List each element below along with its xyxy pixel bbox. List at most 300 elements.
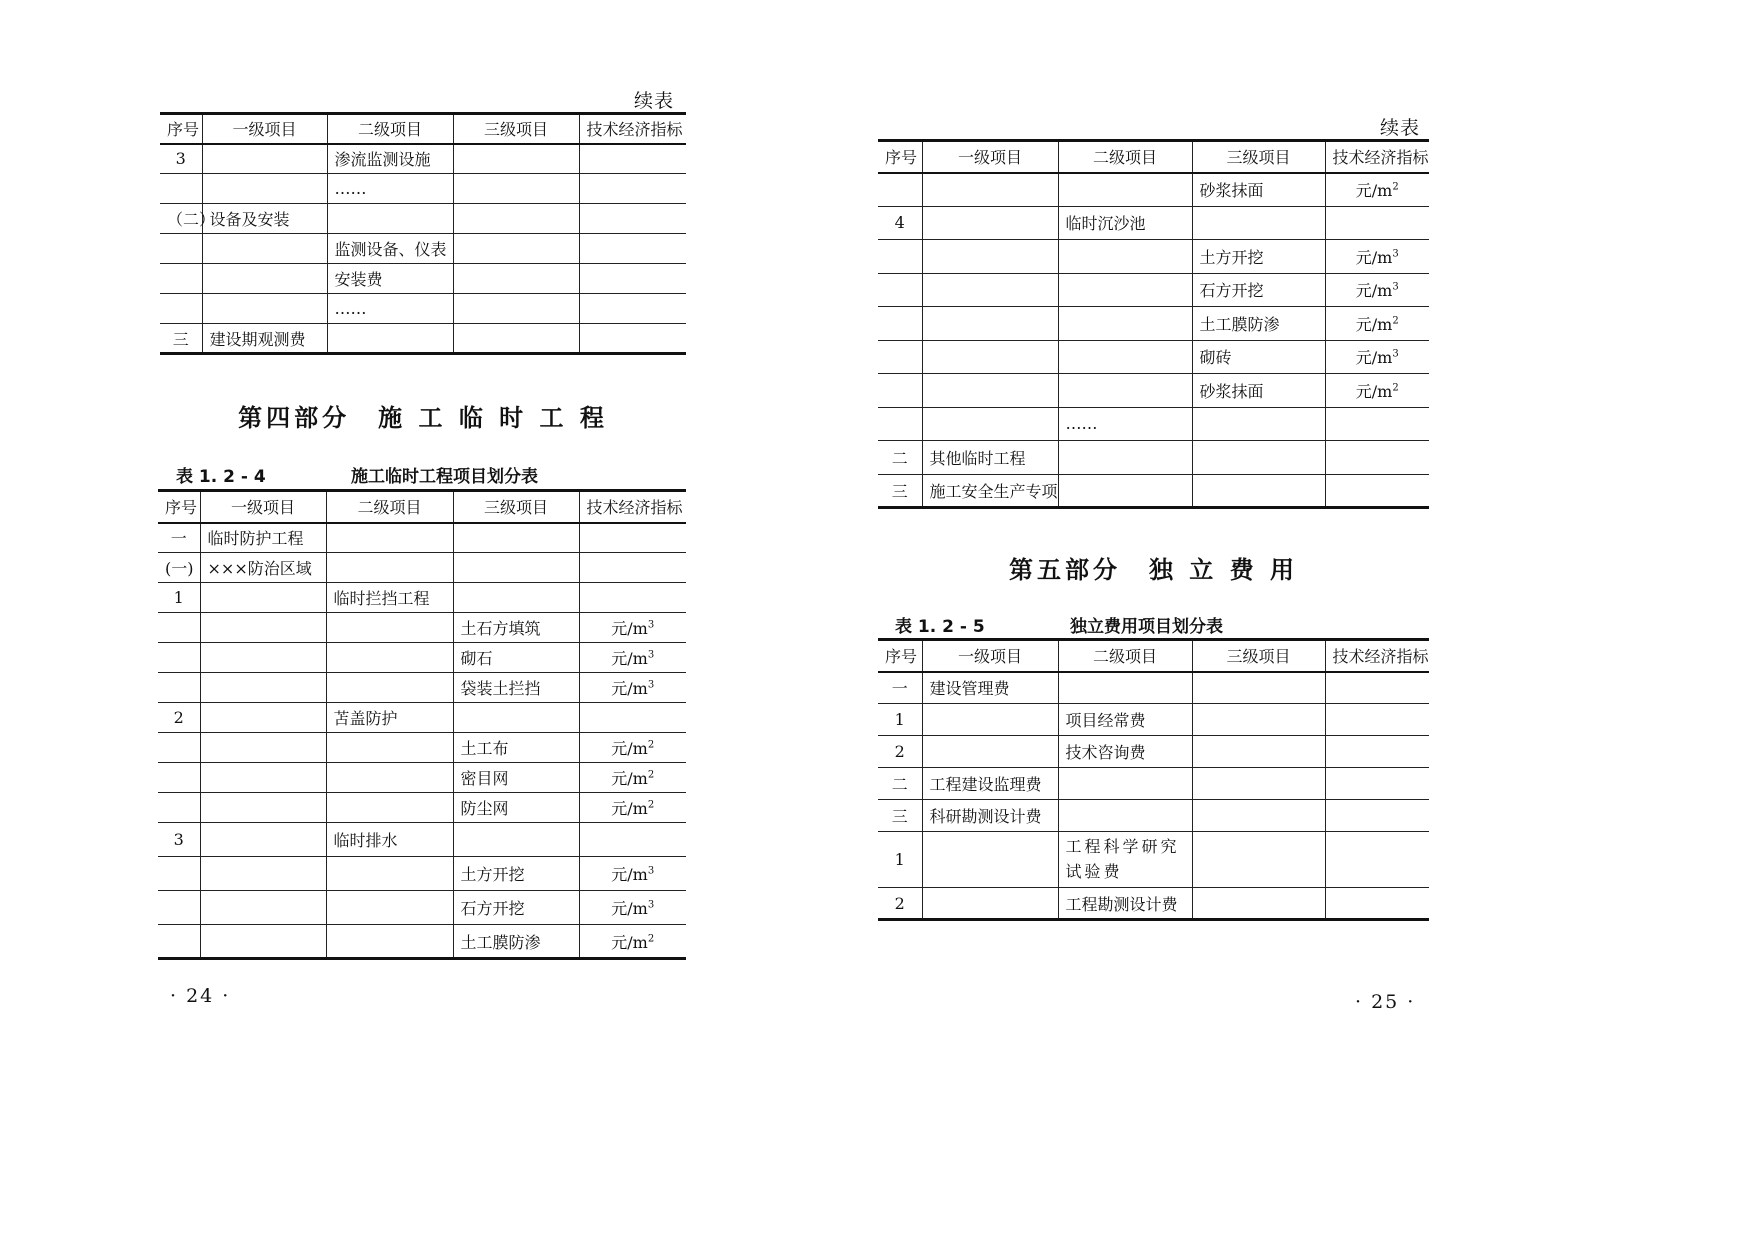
cell-serial-no (158, 823, 200, 857)
cell-tech-econ-indicator (579, 174, 686, 204)
cell-level-1-item (922, 173, 1058, 207)
table-number: 表 1. 2 - 5 (895, 617, 985, 637)
cell-level-2-item (326, 673, 453, 703)
column-header-serial-no: 序号 (878, 141, 922, 173)
cell-level-2-item (327, 144, 453, 174)
cell-level-3-item (1192, 832, 1325, 888)
cell-tech-econ-indicator (1325, 441, 1429, 475)
cell-level-1-item (202, 294, 327, 324)
cell-text: 建设期观测费 (209, 329, 306, 349)
cell-text: 元/m (611, 799, 648, 818)
table-row (160, 144, 686, 174)
table-row (878, 240, 1429, 274)
cell-level-2-item (327, 174, 453, 204)
cell-serial-no (158, 643, 200, 673)
cell-level-1-item (922, 273, 1058, 307)
column-header-level-1-item: 一级项目 (200, 491, 326, 523)
cell-serial-no (160, 174, 202, 204)
continued-label: 续表 (634, 90, 675, 112)
cell-tech-econ-indicator (579, 643, 686, 673)
cell-serial-no (158, 733, 200, 763)
cell-level-3-item (453, 144, 579, 174)
cell-tech-econ-indicator (1325, 736, 1429, 768)
table-row (158, 613, 686, 643)
cell-text: 二 (891, 448, 908, 468)
cell-tech-econ-indicator (579, 234, 686, 264)
cell-tech-econ-indicator (579, 264, 686, 294)
cell-tech-econ-indicator (579, 553, 686, 583)
cell-serial-no (878, 888, 922, 920)
cell-level-3-item (453, 234, 579, 264)
table-row (160, 234, 686, 264)
cell-text: 二 (891, 775, 908, 794)
column-header-tech-econ-indicator: 技术经济指标 (1325, 141, 1429, 173)
continued-label: 续表 (1380, 117, 1421, 139)
table-header-row (158, 491, 686, 523)
cell-level-1-item (200, 733, 326, 763)
table-header-row (878, 640, 1429, 672)
cell-level-1-item (922, 888, 1058, 920)
cell-text: 土方开挖 (1199, 247, 1264, 267)
column-header-level-2-item: 二级项目 (1058, 640, 1192, 672)
cell-text: 1 (894, 850, 905, 869)
cell-tech-econ-indicator (1325, 474, 1429, 508)
cell-level-2-item (326, 925, 453, 959)
table-row (160, 294, 686, 324)
cell-text: 技术咨询费 (1065, 743, 1146, 762)
column-header-level-2-item: 二级项目 (326, 491, 453, 523)
cell-level-3-item (1192, 407, 1325, 441)
cell-text: 元/m (611, 899, 648, 918)
cell-serial-no (878, 173, 922, 207)
table-header-row (878, 141, 1429, 173)
cell-level-1-item (922, 340, 1058, 374)
cell-tech-econ-indicator (1325, 307, 1429, 341)
cell-level-2-item (1058, 888, 1192, 920)
cell-serial-no (158, 583, 200, 613)
cell-text: 工程科学研究试验费 (1065, 836, 1180, 881)
cell-serial-no (878, 800, 922, 832)
cell-serial-no (878, 736, 922, 768)
cell-serial-no (160, 324, 202, 354)
cell-level-3-item (453, 583, 579, 613)
cell-text: 土工膜防渗 (1199, 314, 1280, 334)
cell-text: 三 (891, 807, 908, 826)
cell-level-3-item (453, 891, 579, 925)
cell-text: 安装费 (334, 270, 383, 289)
column-header-tech-econ-indicator: 技术经济指标 (1325, 640, 1429, 672)
cell-text: 科研勘测设计费 (929, 807, 1042, 826)
continued-table-right (878, 139, 1429, 509)
cell-text: 元/m (1355, 381, 1393, 401)
cell-text: 施工安全生产专项 (929, 481, 1058, 501)
cell-tech-econ-indicator (1325, 800, 1429, 832)
cell-tech-econ-indicator (579, 793, 686, 823)
column-header-tech-econ-indicator: 技术经济指标 (579, 491, 686, 523)
cell-serial-no (878, 672, 922, 704)
table-row (158, 583, 686, 613)
cell-text: 临时拦挡工程 (333, 589, 430, 608)
cell-tech-econ-indicator (579, 613, 686, 643)
table-row (878, 832, 1429, 888)
cell-level-3-item (453, 553, 579, 583)
cell-level-1-item (200, 823, 326, 857)
unit-exponent: 3 (1392, 281, 1399, 293)
cell-text: 三 (172, 329, 189, 349)
table-row (158, 643, 686, 673)
cell-text: 渗流监测设施 (334, 150, 431, 170)
cell-text: 石方开挖 (460, 899, 525, 918)
cell-serial-no (878, 474, 922, 508)
cell-tech-econ-indicator (579, 703, 686, 733)
cell-text: 元/m (1355, 247, 1393, 267)
table-row (158, 673, 686, 703)
column-header-level-1-item: 一级项目 (922, 640, 1058, 672)
table-number: 表 1. 2 - 4 (176, 467, 266, 487)
cell-level-3-item (453, 523, 579, 553)
cell-level-3-item (1192, 240, 1325, 274)
cell-tech-econ-indicator (1325, 374, 1429, 408)
table-row (158, 523, 686, 553)
cell-level-2-item (1058, 307, 1192, 341)
cell-level-3-item (1192, 888, 1325, 920)
cell-level-2-item (326, 583, 453, 613)
cell-text: 元/m (611, 679, 648, 698)
cell-level-2-item (326, 763, 453, 793)
table-1-2-4 (158, 489, 686, 960)
unit-exponent: 2 (1392, 315, 1399, 327)
cell-tech-econ-indicator (1325, 832, 1429, 888)
cell-tech-econ-indicator (1325, 173, 1429, 207)
table-row (160, 264, 686, 294)
cell-text: 土工膜防渗 (460, 932, 541, 952)
page-number: · 24 · (170, 985, 231, 1007)
cell-level-2-item (1058, 474, 1192, 508)
cell-text: 防尘网 (460, 799, 509, 818)
cell-level-1-item (202, 234, 327, 264)
cell-level-2-item (326, 703, 453, 733)
table-row (158, 857, 686, 891)
cell-text: ×××防治区域 (207, 559, 312, 578)
cell-serial-no (878, 340, 922, 374)
cell-serial-no (158, 891, 200, 925)
cell-level-1-item (922, 474, 1058, 508)
table-caption-1-2-5 (895, 612, 1223, 637)
cell-level-1-item (922, 832, 1058, 888)
cell-level-2-item (326, 613, 453, 643)
table-title: 施工临时工程项目划分表 (351, 467, 538, 487)
cell-tech-econ-indicator (579, 763, 686, 793)
cell-text: 1 (894, 710, 905, 729)
cell-text: …… (1065, 414, 1098, 434)
cell-serial-no (160, 294, 202, 324)
cell-text: 2 (894, 893, 905, 913)
cell-tech-econ-indicator (1325, 206, 1429, 240)
cell-text: 苫盖防护 (333, 709, 398, 728)
unit-exponent: 3 (647, 679, 655, 691)
cell-tech-econ-indicator (1325, 888, 1429, 920)
left-page (0, 0, 877, 1241)
cell-level-3-item (1192, 307, 1325, 341)
cell-level-3-item (453, 204, 579, 234)
column-header-level-3-item: 三级项目 (453, 491, 579, 523)
part-four-heading: 第四部分 施 工 临 时 工 程 (238, 404, 608, 432)
cell-level-1-item (200, 643, 326, 673)
cell-level-1-item (200, 925, 326, 959)
cell-level-3-item (1192, 340, 1325, 374)
cell-level-2-item (1058, 832, 1192, 888)
cell-level-1-item (922, 374, 1058, 408)
table-row (878, 173, 1429, 207)
cell-level-1-item (200, 793, 326, 823)
cell-text: 其他临时工程 (929, 448, 1026, 468)
cell-tech-econ-indicator (1325, 704, 1429, 736)
cell-level-2-item (327, 204, 453, 234)
unit-exponent: 2 (647, 769, 655, 781)
table-row (878, 704, 1429, 736)
table-row (878, 800, 1429, 832)
cell-level-1-item (922, 704, 1058, 736)
cell-text: 元/m (611, 769, 648, 788)
table-row (158, 553, 686, 583)
table-row (158, 793, 686, 823)
cell-serial-no (878, 832, 922, 888)
column-header-tech-econ-indicator: 技术经济指标 (579, 114, 686, 144)
table-row (158, 925, 686, 959)
cell-level-3-item (453, 823, 579, 857)
cell-tech-econ-indicator (579, 144, 686, 174)
cell-level-2-item (326, 643, 453, 673)
cell-level-2-item (326, 523, 453, 553)
cell-level-3-item (1192, 768, 1325, 800)
cell-tech-econ-indicator (579, 891, 686, 925)
cell-text: 工程建设监理费 (929, 775, 1042, 794)
cell-level-1-item (200, 553, 326, 583)
table-row (158, 763, 686, 793)
cell-level-1-item (200, 763, 326, 793)
cell-level-2-item (326, 553, 453, 583)
continued-table-left (160, 112, 686, 355)
cell-serial-no (878, 273, 922, 307)
cell-text: 密目网 (460, 769, 509, 788)
cell-text: 元/m (1355, 281, 1393, 301)
cell-tech-econ-indicator (579, 204, 686, 234)
cell-level-1-item (202, 174, 327, 204)
cell-level-3-item (453, 857, 579, 891)
cell-tech-econ-indicator (1325, 768, 1429, 800)
cell-tech-econ-indicator (579, 925, 686, 959)
cell-serial-no (160, 144, 202, 174)
cell-text: 工程勘测设计费 (1065, 894, 1178, 914)
cell-text: 砂浆抹面 (1199, 381, 1264, 401)
cell-level-2-item (326, 823, 453, 857)
cell-level-1-item (922, 800, 1058, 832)
cell-level-3-item (453, 643, 579, 673)
cell-text: 3 (175, 149, 186, 169)
cell-tech-econ-indicator (579, 294, 686, 324)
cell-level-2-item (1058, 340, 1192, 374)
cell-level-3-item (1192, 704, 1325, 736)
cell-level-1-item (202, 144, 327, 174)
cell-level-1-item (200, 583, 326, 613)
cell-text: 土石方填筑 (460, 619, 541, 638)
cell-tech-econ-indicator (579, 673, 686, 703)
cell-level-1-item (202, 264, 327, 294)
cell-level-1-item (922, 441, 1058, 475)
cell-level-2-item (1058, 206, 1192, 240)
cell-serial-no (158, 925, 200, 959)
cell-tech-econ-indicator (579, 823, 686, 857)
cell-level-1-item (922, 768, 1058, 800)
cell-level-3-item (1192, 273, 1325, 307)
cell-text: 一 (170, 529, 187, 549)
table-1-2-5 (878, 638, 1429, 921)
cell-serial-no (878, 768, 922, 800)
cell-level-3-item (1192, 474, 1325, 508)
cell-level-3-item (453, 174, 579, 204)
unit-exponent: 3 (647, 649, 655, 661)
unit-exponent: 2 (647, 739, 655, 751)
column-header-level-3-item: 三级项目 (453, 114, 579, 144)
cell-text: 土方开挖 (460, 865, 525, 884)
cell-serial-no (878, 407, 922, 441)
cell-level-3-item (453, 703, 579, 733)
cell-level-2-item (327, 264, 453, 294)
table-row (878, 340, 1429, 374)
column-header-level-2-item: 二级项目 (1058, 141, 1192, 173)
cell-serial-no (158, 613, 200, 643)
cell-level-2-item (1058, 672, 1192, 704)
table-row (878, 736, 1429, 768)
cell-level-2-item (327, 294, 453, 324)
cell-serial-no (158, 673, 200, 703)
table-row (160, 204, 686, 234)
unit-exponent: 3 (1392, 348, 1399, 360)
cell-level-3-item (1192, 206, 1325, 240)
cell-text: 1 (173, 588, 184, 607)
cell-level-2-item (1058, 273, 1192, 307)
cell-text: 临时防护工程 (207, 529, 304, 549)
cell-level-2-item (326, 793, 453, 823)
cell-tech-econ-indicator (579, 523, 686, 553)
cell-text: 临时排水 (333, 831, 398, 850)
table-header-row (160, 114, 686, 144)
cell-tech-econ-indicator (579, 583, 686, 613)
cell-text: 元/m (1355, 181, 1393, 200)
cell-tech-econ-indicator (579, 857, 686, 891)
cell-serial-no (158, 857, 200, 891)
cell-level-3-item (1192, 441, 1325, 475)
cell-serial-no (160, 234, 202, 264)
table-row (160, 174, 686, 204)
cell-serial-no (878, 441, 922, 475)
part-five-heading: 第五部分 独 立 费 用 (1008, 556, 1299, 584)
cell-level-1-item (922, 206, 1058, 240)
cell-level-2-item (1058, 374, 1192, 408)
cell-text: 一 (891, 679, 908, 699)
cell-text: 元/m (611, 932, 648, 952)
cell-level-3-item (1192, 800, 1325, 832)
column-header-serial-no: 序号 (160, 114, 202, 144)
cell-level-1-item (922, 307, 1058, 341)
cell-level-1-item (922, 240, 1058, 274)
table-row (878, 407, 1429, 441)
cell-text: 元/m (611, 739, 648, 758)
table-row (878, 374, 1429, 408)
page-number: · 25 · (1355, 991, 1416, 1013)
cell-tech-econ-indicator (1325, 240, 1429, 274)
cell-text: （二） (167, 210, 216, 229)
table-caption-1-2-4 (176, 462, 538, 487)
cell-text: 元/m (611, 649, 648, 668)
cell-serial-no (160, 204, 216, 234)
column-header-level-1-item: 一级项目 (922, 141, 1058, 173)
cell-text: 临时沉沙池 (1065, 214, 1146, 234)
cell-level-3-item (1192, 736, 1325, 768)
cell-serial-no (878, 307, 922, 341)
column-header-serial-no: 序号 (878, 640, 922, 672)
cell-level-2-item (1058, 407, 1192, 441)
table-row (160, 324, 686, 354)
cell-level-1-item (922, 407, 1058, 441)
cell-text: 石方开挖 (1199, 281, 1264, 301)
cell-level-2-item (1058, 704, 1192, 736)
cell-text: 砂浆抹面 (1199, 181, 1264, 200)
cell-level-1-item (200, 857, 326, 891)
cell-serial-no (878, 704, 922, 736)
cell-tech-econ-indicator (579, 324, 686, 354)
cell-level-3-item (453, 763, 579, 793)
cell-text: 设备及安装 (209, 210, 290, 229)
cell-text: 元/m (1355, 348, 1393, 368)
right-page (877, 0, 1755, 1241)
cell-level-2-item (326, 733, 453, 763)
cell-level-2-item (1058, 240, 1192, 274)
unit-exponent: 2 (1392, 382, 1399, 394)
cell-level-1-item (202, 204, 327, 234)
cell-level-3-item (453, 294, 579, 324)
cell-tech-econ-indicator (1325, 273, 1429, 307)
cell-level-2-item (327, 234, 453, 264)
cell-text: 监测设备、仪表 (334, 240, 447, 259)
cell-level-1-item (200, 673, 326, 703)
cell-tech-econ-indicator (1325, 407, 1429, 441)
cell-level-3-item (453, 733, 579, 763)
unit-exponent: 3 (1392, 248, 1399, 260)
cell-tech-econ-indicator (1325, 340, 1429, 374)
cell-text: 3 (173, 830, 184, 849)
cell-text: 元/m (1355, 314, 1393, 334)
table-row (878, 672, 1429, 704)
cell-text: 项目经常费 (1065, 711, 1146, 730)
cell-level-1-item (922, 736, 1058, 768)
table-row (158, 823, 686, 857)
cell-level-3-item (453, 925, 579, 959)
table-row (878, 888, 1429, 920)
cell-text: 袋装土拦挡 (460, 679, 541, 698)
cell-level-2-item (1058, 173, 1192, 207)
cell-level-1-item (922, 672, 1058, 704)
unit-exponent: 3 (647, 619, 655, 631)
cell-tech-econ-indicator (579, 733, 686, 763)
cell-serial-no (160, 264, 202, 294)
cell-serial-no (158, 523, 200, 553)
cell-level-3-item (1192, 374, 1325, 408)
table-row (878, 768, 1429, 800)
unit-exponent: 3 (647, 865, 655, 877)
column-header-level-2-item: 二级项目 (327, 114, 453, 144)
cell-serial-no (158, 793, 200, 823)
